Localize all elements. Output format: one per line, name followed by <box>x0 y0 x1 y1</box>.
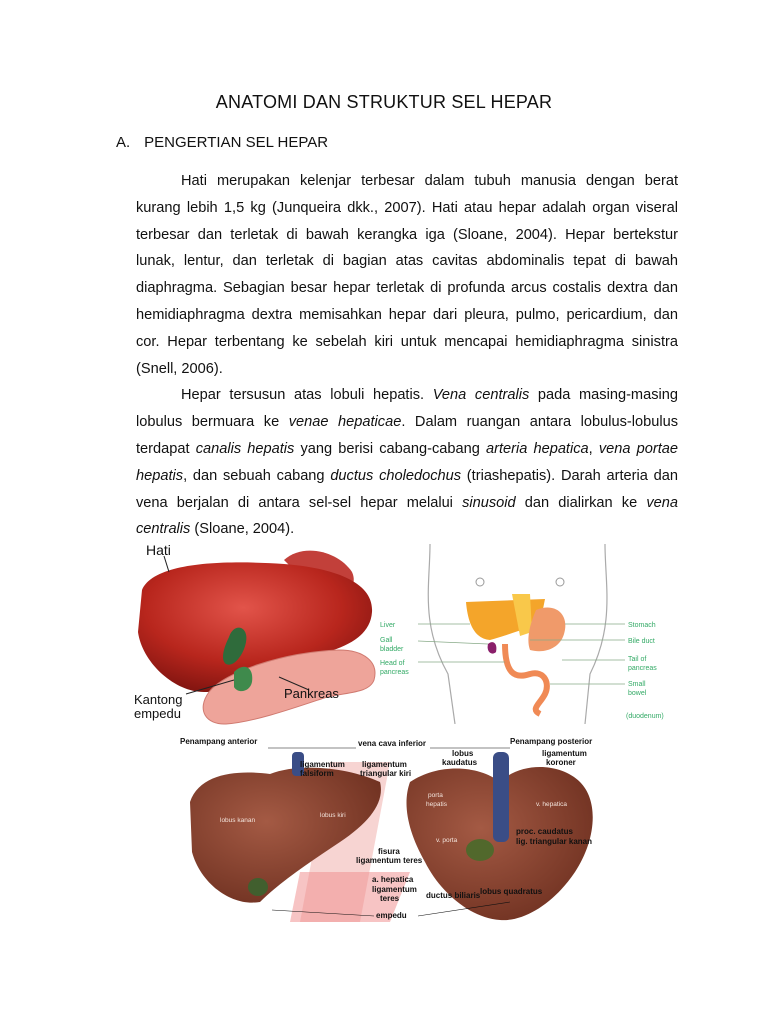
label-porta1: porta <box>428 792 443 799</box>
label-pancreas-head: pancreas <box>380 669 409 676</box>
figure-abdomen-diagram <box>380 544 672 724</box>
label-bowel: bowel <box>628 690 647 697</box>
text-run: pada masing-masing lobulus bermuara ke <box>136 387 678 431</box>
italic-term: vena portae hepatis <box>136 440 678 484</box>
label-head-of: Head of <box>380 660 405 667</box>
label-proc: proc. caudatus <box>516 827 573 836</box>
italic-term: Vena centralis <box>432 387 530 404</box>
label-lobus-kiri: lobus kiri <box>320 812 346 819</box>
text-run: Hepar tersusun atas lobuli hepatis. <box>181 387 433 404</box>
label-empedu: empedu <box>134 706 181 721</box>
label-anterior: Penampang anterior <box>180 737 258 746</box>
text-run: , <box>588 440 599 457</box>
text-run: . Dalam ruangan antara lobulus-lobulus terdapat <box>136 414 678 457</box>
label-lf2: falsiform <box>300 769 334 778</box>
label-vhep: v. hepatica <box>536 801 567 808</box>
label-tail-of: Tail of <box>628 656 647 663</box>
label-lter1: ligamentum teres <box>356 856 423 865</box>
label-stomach: Stomach <box>628 622 656 629</box>
label-small: Small <box>628 681 646 688</box>
document-title: ANATOMI DAN STRUKTUR SEL HEPAR <box>215 92 553 112</box>
text-run: yang berisi cabang-cabang <box>294 440 486 457</box>
section-title: PENGERTIAN SEL HEPAR <box>144 134 329 151</box>
label-db: ductus biliaris <box>426 891 481 900</box>
label-ltk1: ligamentum <box>362 760 407 769</box>
label-hati: Hati <box>146 542 171 558</box>
text-run: , dan sebuah cabang <box>183 467 331 484</box>
label-vporta: v. porta <box>436 837 458 844</box>
label-lk1: lobus <box>452 749 474 758</box>
italic-term: arteria hepatica <box>485 440 589 457</box>
paragraph-1 <box>136 168 678 382</box>
label-pankreas: Pankreas <box>284 686 339 701</box>
text-run: (Sloane, 2004). <box>190 521 295 538</box>
label-lk2: kaudatus <box>442 758 478 767</box>
label-lq: lobus quadratus <box>480 887 543 896</box>
label-lt2b: teres <box>380 894 400 903</box>
section-letter: A. <box>116 134 131 151</box>
paragraph-2 <box>136 382 678 543</box>
italic-term: ductus choledochus <box>330 467 462 484</box>
text-run: dan dialirkan ke <box>515 494 647 511</box>
label-ahep: a. hepatica <box>372 875 414 884</box>
label-lkor2: koroner <box>546 758 576 767</box>
label-liver: Liver <box>380 622 396 629</box>
label-lkor1: ligamentum <box>542 749 587 758</box>
label-duodenum: (duodenum) <box>626 713 664 720</box>
label-bile-duct: Bile duct <box>628 638 655 645</box>
figure-liver-sections <box>180 732 620 924</box>
label-vci: vena cava inferior <box>358 739 427 748</box>
label-lf1: ligamentum <box>300 760 345 769</box>
label-posterior: Penampang posterior <box>510 737 593 746</box>
label-fisura: fisura <box>378 847 400 856</box>
body-text <box>136 168 678 543</box>
italic-term: venae hepaticae <box>288 414 402 431</box>
label-ltkanan: lig. triangular kanan <box>516 837 593 846</box>
section-heading <box>116 134 328 151</box>
italic-term: canalis hepatis <box>195 440 295 457</box>
label-ltk2: triangular kiri <box>360 769 412 778</box>
label-kantong: Kantong <box>134 692 183 707</box>
label-bladder: bladder <box>380 646 404 653</box>
label-pancreas-tail: pancreas <box>628 665 657 672</box>
text-run: (triashepatis). Darah arteria dan vena berjalan di antara sel-sel hepar melalui <box>136 467 678 511</box>
label-empedu2: empedu <box>376 911 407 920</box>
text-run: Hati merupakan kelenjar terbesar dalam tubuh manusia dengan berat kurang lebih 1,5 kg (Junqueira dkk., 2007). Hati atau hepar adalah organ viseral terbesar dan terletak di bawah kerangka iga (Sloane, 2004). Hepar bertekstur lunak, lentur, dan terletak di bagian atas cavitas abdominalis tepat di bawah diaphragma. Sebagian besar hepar terletak di profunda arcus costalis dextra dan hemidiaphragma dextra memisahkan hepar dari pleura, pulmo, pericardium, dan cor. Hepar terbentang ke sebelah kiri untuk mencapai hemidiaphragma sinistra (Snell, 2006). <box>136 173 678 377</box>
label-porta2: hepatis <box>426 801 447 808</box>
italic-term: vena centralis <box>136 494 678 538</box>
figure-liver-pancreas <box>134 542 380 732</box>
italic-term: sinusoid <box>462 494 516 511</box>
label-lt2a: ligamentum <box>372 885 417 894</box>
label-gall: Gall <box>380 637 393 644</box>
label-lobus-kanan: lobus kanan <box>220 817 256 824</box>
